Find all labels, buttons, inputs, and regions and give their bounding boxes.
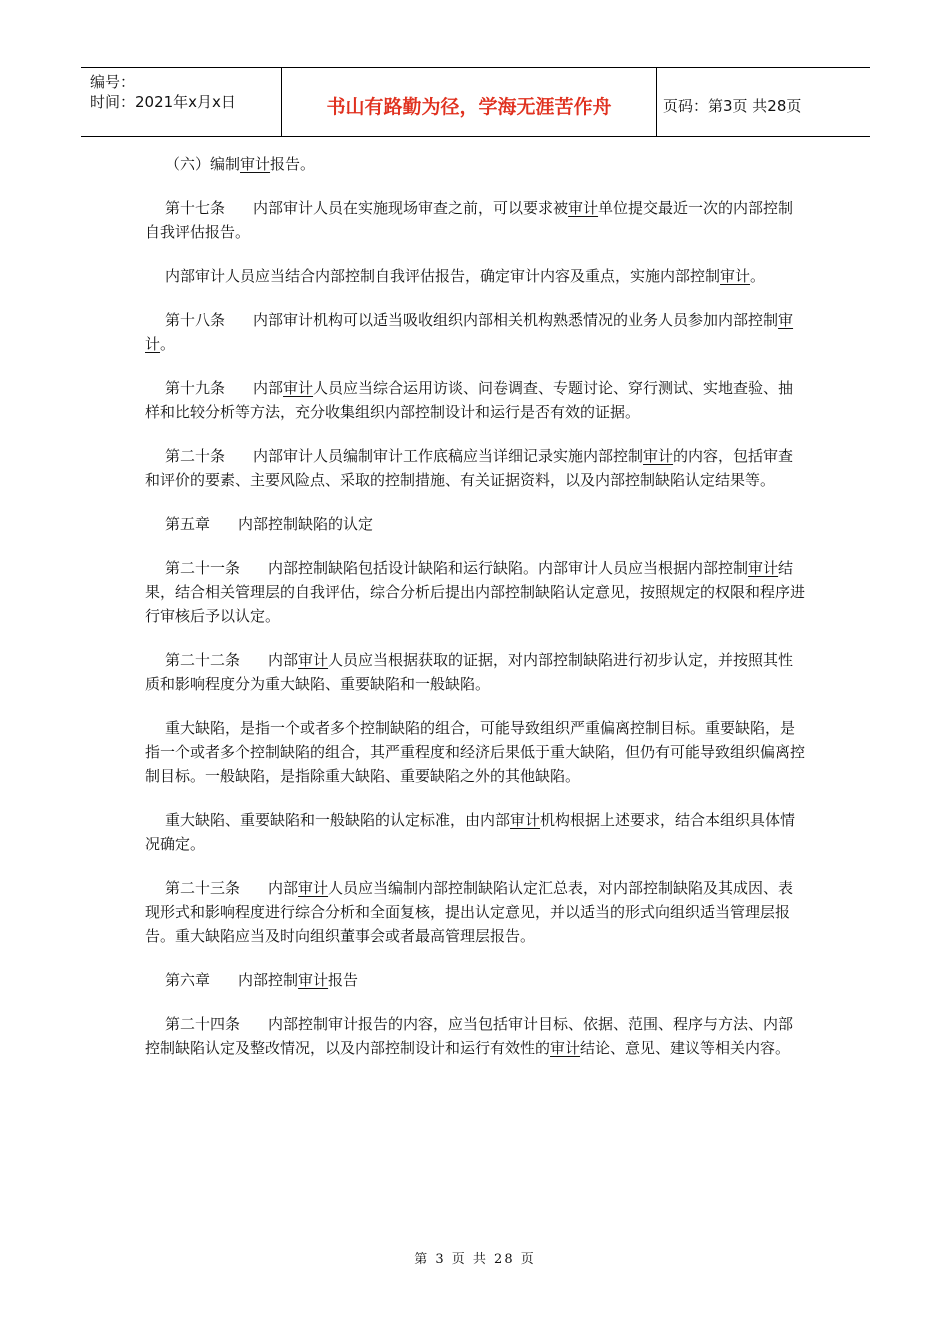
paragraph (145, 376, 805, 424)
article-number: 第二十二条 (165, 651, 241, 669)
paragraph-text: 报告。 (270, 155, 316, 173)
underlined-term: 审计 (568, 199, 599, 217)
article-number: 第二十一条 (165, 559, 241, 577)
document-time-label: 时间：2021年x月x日 (90, 93, 236, 111)
paragraph (145, 196, 805, 244)
paragraph-text: 内部审计机构可以适当吸收组织内部相关机构熟悉情况的业务人员参加内部控制 (253, 311, 779, 329)
paragraph (145, 648, 805, 696)
paragraph-text: 。 (160, 335, 176, 353)
paragraph-text: 内部控制缺陷的认定 (238, 515, 374, 533)
header-page-info: 页码：第3页 共28页 (663, 96, 802, 115)
paragraph-text: 结论、意见、建议等相关内容。 (580, 1039, 791, 1057)
underlined-term: 审计 (643, 447, 674, 465)
paragraph-text: 人员应当根据获取的证据，对内部控制缺陷进行初步认定，并按照其性质和影响程度分为重大缺陷、重要缺陷和一般缺陷。 (145, 651, 794, 693)
underlined-term: 审计 (720, 267, 751, 285)
paragraph (145, 556, 805, 628)
paragraph-text: 内部控制缺陷包括设计缺陷和运行缺陷。内部审计人员应当根据内部控制 (268, 559, 749, 577)
paragraph (145, 876, 805, 948)
paragraph-text: 机构根据上述要求，结合本组织具体情况确定。 (145, 811, 796, 853)
article-number: 第二十条 (165, 447, 226, 465)
article-number: 第二十四条 (165, 1015, 241, 1033)
paragraph (145, 264, 805, 288)
underlined-term: 审计 (298, 879, 329, 897)
paragraph-text: 内部 (253, 379, 284, 397)
paragraph-text: 内部审计人员在实施现场审查之前，可以要求被 (253, 199, 569, 217)
underlined-term: 审计 (298, 971, 329, 989)
paragraph-text: 的内容，包括审查和评价的要素、主要风险点、采取的控制措施、有关证据资料，以及内部控制缺陷认定结果等。 (145, 447, 794, 489)
header-motto: 书山有路勤为径，学海无涯苦作舟 (282, 68, 657, 136)
paragraph-text: 重大缺陷，是指一个或者多个控制缺陷的组合，可能导致组织严重偏离控制目标。重要缺陷，是指一个或者多个控制缺陷的组合，其严重程度和经济后果低于重大缺陷，但仍有可能导致组织偏离控制目标。一般缺陷，是指除重大缺陷、重要缺陷之外的其他缺陷。 (145, 719, 806, 785)
paragraph (145, 968, 805, 992)
paragraph-text: 人员应当编制内部控制缺陷认定汇总表，对内部控制缺陷及其成因、表现形式和影响程度进行综合分析和全面复核，提出认定意见，并以适当的形式向组织适当管理层报告。重大缺陷应当及时向组织董事会或者最高管理层报告。 (145, 879, 794, 945)
paragraph (145, 716, 805, 788)
underlined-term: 审计 (240, 155, 271, 173)
paragraph-text: 内部 (268, 879, 299, 897)
underlined-term: 审计 (510, 811, 541, 829)
paragraph-text: 重大缺陷、重要缺陷和一般缺陷的认定标准，由内部 (165, 811, 511, 829)
paragraph-text: 。 (750, 267, 766, 285)
document-body (145, 152, 805, 1080)
paragraph-text: 内部 (268, 651, 299, 669)
paragraph-text: 内部审计人员应当结合内部控制自我评估报告，确定审计内容及重点，实施内部控制 (165, 267, 721, 285)
article-number: 第十九条 (165, 379, 226, 397)
paragraph (145, 512, 805, 536)
underlined-term: 审计 (298, 651, 329, 669)
underlined-term: 审计 (748, 559, 779, 577)
article-number: 第二十三条 (165, 879, 241, 897)
underlined-term: 审计 (145, 311, 794, 353)
paragraph-text: 结果，结合相关管理层的自我评估，综合分析后提出内部控制缺陷认定意见，按照规定的权限和程序进行审核后予以认定。 (145, 559, 806, 625)
underlined-term: 审计 (550, 1039, 581, 1057)
article-number: 第十七条 (165, 199, 226, 217)
paragraph-text: 内部控制审计报告的内容，应当包括审计目标、依据、范围、程序与方法、内部控制缺陷认定及整改情况，以及内部控制设计和运行有效性的 (145, 1015, 794, 1057)
document-number-label: 编号： (90, 73, 136, 91)
paragraph-text: 报告 (328, 971, 359, 989)
paragraph-text: 单位提交最近一次的内部控制自我评估报告。 (145, 199, 794, 241)
page-header (81, 67, 870, 137)
paragraph (145, 152, 805, 176)
paragraph (145, 808, 805, 856)
paragraph (145, 308, 805, 356)
article-number: 第十八条 (165, 311, 226, 329)
page-footer: 第 3 页 共 28 页 (414, 1252, 536, 1267)
paragraph (145, 444, 805, 492)
article-number: 第六章 (165, 971, 211, 989)
header-meta (81, 68, 282, 136)
paragraph (145, 1012, 805, 1060)
paragraph-text: 内部审计人员编制审计工作底稿应当详细记录实施内部控制 (253, 447, 644, 465)
underlined-term: 审计 (283, 379, 314, 397)
paragraph-text: （六）编制 (165, 155, 241, 173)
article-number: 第五章 (165, 515, 211, 533)
paragraph-text: 人员应当综合运用访谈、问卷调查、专题讨论、穿行测试、实地查验、抽样和比较分析等方法，充分收集组织内部控制设计和运行是否有效的证据。 (145, 379, 794, 421)
paragraph-text: 内部控制 (238, 971, 299, 989)
